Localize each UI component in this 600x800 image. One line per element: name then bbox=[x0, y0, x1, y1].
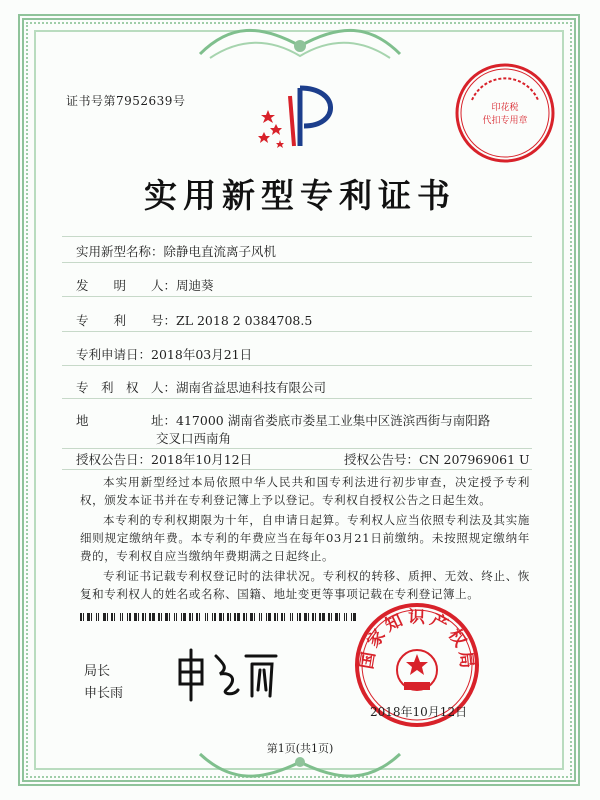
paragraph-term: 本专利的专利权期限为十年，自申请日起算。专利权人应当依照专利法及其实施细则规定缴纳年费。本专利的年费应当在每年03月21日前缴纳。未按照规定缴纳年费的，专利权自应当缴纳年费期满之日起终止。 bbox=[80, 513, 530, 563]
barcode-bar bbox=[163, 613, 164, 621]
field-label: 实用新型名称： bbox=[76, 244, 164, 259]
certificate-title: 实用新型专利证书 bbox=[144, 176, 456, 215]
barcode-bar bbox=[209, 613, 211, 621]
barcode-bar bbox=[96, 613, 97, 621]
barcode-bar bbox=[189, 613, 191, 621]
barcode-bar bbox=[98, 613, 99, 621]
certificate-number: 证书号第7952639号 bbox=[66, 94, 186, 108]
svg-text:印花税: 印花税 bbox=[491, 103, 519, 113]
barcode-bar bbox=[111, 613, 113, 621]
field-address-line2 bbox=[156, 429, 231, 447]
barcode-bar bbox=[279, 613, 280, 621]
field-label: 授权公告号： bbox=[344, 452, 420, 467]
field-inventor bbox=[76, 276, 214, 294]
barcode-bar bbox=[281, 613, 283, 621]
field-utility-model-name bbox=[76, 242, 276, 260]
barcode-bar bbox=[234, 613, 236, 621]
director-title: 局长 bbox=[84, 664, 111, 679]
barcode-bar bbox=[277, 613, 278, 621]
barcode-bar bbox=[326, 613, 327, 621]
divider bbox=[62, 262, 532, 263]
barcode-bar bbox=[328, 613, 330, 621]
field-patentee bbox=[76, 378, 326, 396]
barcode-bar bbox=[199, 613, 200, 621]
paragraph-grant: 本实用新型经过本局依照中华人民共和国专利法进行初步审查，决定授予专利权，颁发本证书并在专利登记簿上予以登记。专利权自授权公告之日起生效。 bbox=[80, 475, 530, 507]
barcode-bar bbox=[250, 613, 253, 621]
barcode-bar bbox=[331, 613, 332, 621]
barcode-bar bbox=[116, 613, 119, 621]
barcode-bar bbox=[212, 613, 213, 621]
barcode-bar bbox=[156, 613, 157, 621]
barcode-bar bbox=[169, 613, 170, 621]
barcode-bar bbox=[246, 613, 247, 621]
field-value: 除静电直流离子风机 bbox=[163, 244, 277, 259]
tax-seal-stamp bbox=[452, 60, 558, 166]
director-name: 申长雨 bbox=[84, 686, 124, 701]
barcode-bar bbox=[315, 613, 316, 621]
barcode-bar bbox=[196, 613, 198, 621]
svg-text:国家知识产权局: 国家知识产权局 bbox=[357, 607, 477, 674]
field-value: 2018年10月12日 bbox=[151, 452, 253, 467]
barcode-bar bbox=[91, 613, 92, 621]
barcode-bar bbox=[322, 613, 325, 621]
barcode-bar bbox=[274, 613, 276, 621]
barcode-bar bbox=[107, 613, 108, 621]
top-ornament bbox=[190, 24, 410, 70]
barcode-bar bbox=[114, 613, 115, 621]
barcode-bar bbox=[333, 613, 334, 621]
barcode-bar bbox=[129, 613, 131, 621]
barcode-bar bbox=[302, 613, 303, 621]
barcode-bar bbox=[93, 613, 95, 621]
barcode-bar bbox=[132, 613, 133, 621]
field-address bbox=[76, 411, 490, 429]
barcode-bar bbox=[230, 613, 231, 621]
barcode-bar bbox=[217, 613, 218, 621]
barcode-bar bbox=[87, 613, 90, 621]
barcode-bar bbox=[299, 613, 301, 621]
barcode-bar bbox=[124, 613, 126, 621]
barcode-bar bbox=[100, 613, 102, 621]
barcode-bar bbox=[272, 613, 273, 621]
barcode-bar bbox=[165, 613, 168, 621]
field-application-date bbox=[76, 345, 252, 363]
barcode-bar bbox=[259, 613, 260, 621]
field-value: 417000 湖南省娄底市娄星工业集中区涟滨西街与南阳路 bbox=[176, 413, 491, 428]
barcode-bar bbox=[149, 613, 151, 621]
barcode-bar bbox=[346, 613, 347, 621]
barcode-bar bbox=[297, 613, 298, 621]
barcode-bar bbox=[122, 613, 123, 621]
field-value: 2018年03月21日 bbox=[151, 347, 253, 362]
field-value: CN 207969061 U bbox=[419, 452, 530, 467]
barcode-bar bbox=[304, 613, 307, 621]
divider bbox=[62, 236, 532, 237]
barcode-bar bbox=[85, 613, 86, 621]
barcode-bar bbox=[266, 613, 267, 621]
barcode-bar bbox=[127, 613, 128, 621]
divider bbox=[62, 448, 532, 449]
barcode bbox=[80, 613, 398, 621]
barcode-bar bbox=[178, 613, 180, 621]
divider bbox=[62, 331, 532, 332]
barcode-bar bbox=[103, 613, 106, 621]
barcode-bar bbox=[174, 613, 175, 621]
barcode-bar bbox=[254, 613, 255, 621]
divider bbox=[62, 398, 532, 399]
barcode-bar bbox=[348, 613, 350, 621]
barcode-bar bbox=[263, 613, 265, 621]
barcode-bar bbox=[248, 613, 249, 621]
field-patent-number bbox=[76, 311, 312, 329]
paragraph-legal-status: 专利证书记载专利权登记时的法律状况。专利权的转移、质押、无效、终止、恢复和专利权人的姓名或名称、国籍、地址变更等事项记载在专利登记簿上。 bbox=[80, 569, 530, 601]
field-value: 周迪葵 bbox=[176, 278, 214, 293]
barcode-bar bbox=[312, 613, 314, 621]
barcode-bar bbox=[225, 613, 226, 621]
barcode-bar bbox=[319, 613, 321, 621]
barcode-bar bbox=[152, 613, 155, 621]
field-label: 地 址： bbox=[76, 413, 177, 428]
barcode-bar bbox=[261, 613, 262, 621]
barcode-bar bbox=[268, 613, 271, 621]
barcode-bar bbox=[232, 613, 233, 621]
barcode-bar bbox=[223, 613, 224, 621]
barcode-bar bbox=[183, 613, 186, 621]
barcode-bar bbox=[201, 613, 204, 621]
field-label: 发 明 人： bbox=[76, 278, 177, 293]
barcode-bar bbox=[207, 613, 208, 621]
director-signature bbox=[172, 646, 282, 704]
barcode-bar bbox=[192, 613, 193, 621]
barcode-bar bbox=[219, 613, 222, 621]
barcode-bar bbox=[290, 613, 291, 621]
barcode-bar bbox=[194, 613, 195, 621]
barcode-bar bbox=[187, 613, 188, 621]
barcode-bar bbox=[109, 613, 110, 621]
barcode-bar bbox=[83, 613, 84, 621]
barcode-bar bbox=[142, 613, 144, 621]
barcode-bar bbox=[241, 613, 242, 621]
field-announce-number bbox=[344, 450, 530, 468]
barcode-bar bbox=[341, 613, 343, 621]
barcode-bar bbox=[145, 613, 146, 621]
field-label: 授权公告日： bbox=[76, 452, 152, 467]
barcode-bar bbox=[158, 613, 160, 621]
field-value: ZL 2018 2 0384708.5 bbox=[176, 313, 313, 328]
barcode-bar bbox=[286, 613, 289, 621]
barcode-bar bbox=[243, 613, 245, 621]
svg-text:代扣专用章: 代扣专用章 bbox=[482, 116, 528, 126]
seal-date: 2018年10月12日 bbox=[370, 705, 468, 719]
patent-office-logo-icon bbox=[254, 80, 344, 160]
field-label: 专利申请日： bbox=[76, 347, 152, 362]
field-value: 交叉口西南角 bbox=[156, 431, 232, 446]
field-label: 专 利 号： bbox=[76, 313, 177, 328]
barcode-bar bbox=[294, 613, 296, 621]
divider bbox=[62, 469, 532, 470]
barcode-bar bbox=[140, 613, 141, 621]
barcode-bar bbox=[205, 613, 206, 621]
barcode-bar bbox=[256, 613, 258, 621]
barcode-bar bbox=[80, 613, 82, 621]
barcode-bar bbox=[292, 613, 293, 621]
barcode-bar bbox=[120, 613, 121, 621]
barcode-bar bbox=[284, 613, 285, 621]
field-value: 湖南省益思迪科技有限公司 bbox=[176, 380, 327, 395]
barcode-bar bbox=[310, 613, 311, 621]
field-announce-date bbox=[76, 450, 252, 468]
barcode-bar bbox=[134, 613, 137, 621]
barcode-bar bbox=[317, 613, 318, 621]
barcode-bar bbox=[147, 613, 148, 621]
barcode-bar bbox=[138, 613, 139, 621]
page-number: 第1页(共1页) bbox=[266, 742, 334, 755]
field-label: 专 利 权 人： bbox=[76, 380, 177, 395]
barcode-bar bbox=[161, 613, 162, 621]
barcode-bar bbox=[176, 613, 177, 621]
barcode-bar bbox=[214, 613, 216, 621]
barcode-bar bbox=[227, 613, 229, 621]
barcode-bar bbox=[335, 613, 338, 621]
barcode-bar bbox=[181, 613, 182, 621]
barcode-bar bbox=[339, 613, 340, 621]
barcode-bar bbox=[171, 613, 173, 621]
divider bbox=[62, 296, 532, 297]
barcode-bar bbox=[237, 613, 240, 621]
divider bbox=[62, 365, 532, 366]
barcode-bar bbox=[308, 613, 309, 621]
barcode-bar bbox=[344, 613, 345, 621]
